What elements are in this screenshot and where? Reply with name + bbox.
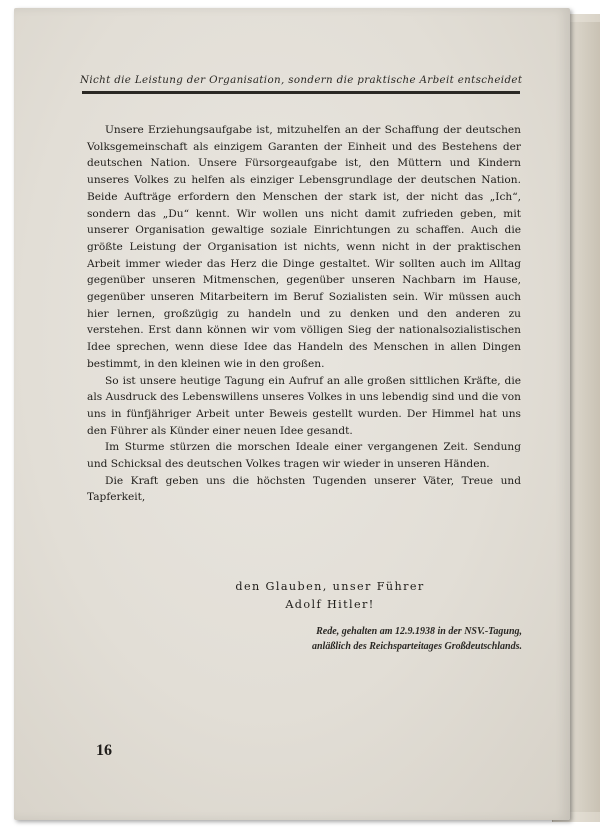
citation-line-1: Rede, gehalten am 12.9.1938 in der NSV.-Tagung, — [316, 626, 522, 637]
citation-line-2: anläßlich des Reichsparteitages Großdeutschlands. — [311, 641, 522, 652]
signoff-line-1: den Glauben, unser Führer — [235, 580, 425, 593]
paragraph-2: So ist unsere heutige Tagung ein Aufruf an alle großen sittlichen Kräfte, die als Ausdruck des Lebenswillens unseres Volkes in uns lebendig sind und die von uns in fünfjähriger Arbeit unter Beweis gestellt wurden. Der Himmel hat uns den Führer als Künder einer neuen Idee gesandt. — [87, 374, 521, 437]
page-number: 16 — [96, 742, 112, 759]
citation — [206, 624, 522, 654]
signoff-line-2: Adolf Hitler! — [285, 598, 375, 611]
paragraph-1: Unsere Erziehungsaufgabe ist, mitzuhelfen an der Schaffung der deutschen Volksgemeinschaft als einzigem Garanten der Einheit und des Bestehens der deutschen Nation. Unsere Fürsorgeaufgabe ist, den Müttern und Kindern unseres Volkes zu helfen als einziger Lebensgrundlage der deutschen Nation. Beide Aufträge erfordern den Menschen der stark ist, der nicht das „Ich“, sondern das „Du“ kennt. Wir wollen uns nicht damit zufrieden geben, mit unserer Organisation gewaltige soziale Einrichtungen zu schaffen. Auch die größte Leistung der Organisation ist nichts, wenn nicht in der praktischen Arbeit immer wieder das Herz die Dinge gestaltet. Wir sollten auch im Alltag gegenüber unseren Mitmenschen, gegenüber unseren Nachbarn im Hause, gegenüber unseren Mitarbeitern im Beruf Sozialisten sein. Wir müssen auch hier lernen, großzügig zu handeln und zu denken und den anderen zu verstehen. Erst dann können wir vom völligen Sieg der nationalsozialistischen Idee sprechen, wenn diese Idee das Handeln des Menschen in allen Dingen bestimmt, in den kleinen wie in den großen. — [87, 124, 521, 370]
back-page-shadow — [570, 22, 600, 812]
body-text — [87, 122, 521, 506]
running-header: Nicht die Leistung der Organisation, sondern die praktische Arbeit entscheidet — [80, 74, 523, 86]
closing-paragraph: Die Kraft geben uns die höchsten Tugenden unserer Väter, Treue und Tapferkeit, — [87, 474, 521, 504]
paragraph-3: Im Sturme stürzen die morschen Ideale einer vergangenen Zeit. Sendung und Schicksal des deutschen Volkes tragen wir wieder in unseren Händen. — [87, 441, 521, 471]
header-rule — [82, 91, 520, 94]
